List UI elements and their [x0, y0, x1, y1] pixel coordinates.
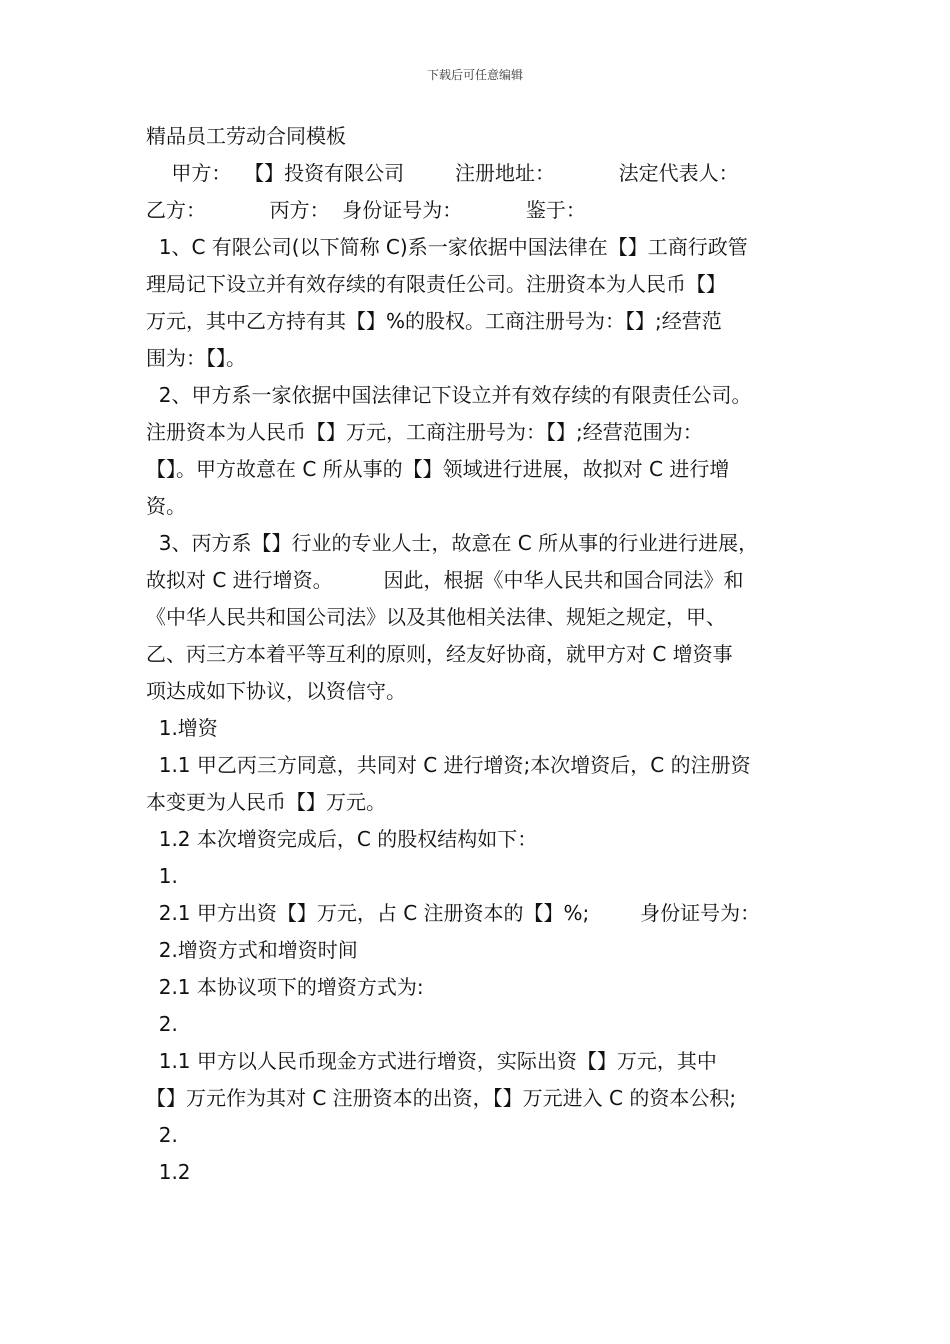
- text-line: 【】万元作为其对 C 注册资本的出资，【】万元进入 C 的资本公积;: [146, 1086, 737, 1110]
- text-line: 注册资本为人民币【】万元，工商注册号为：【】;经营范围为：: [146, 420, 703, 444]
- text-line: 2、甲方系一家依据中国法律记下设立并有效存续的有限责任公司。: [146, 383, 752, 407]
- text-line: 1.1 甲方以人民币现金方式进行增资，实际出资【】万元，其中: [146, 1049, 717, 1073]
- text-line: 资。: [146, 494, 186, 518]
- text-line: 1.1 甲乙丙三方同意，共同对 C 进行增资;本次增资后，C 的注册资: [146, 753, 751, 777]
- document-body: [146, 118, 830, 1191]
- text-line: 1.2 本次增资完成后，C 的股权结构如下：: [146, 827, 538, 851]
- text-line: 2.: [146, 1012, 178, 1036]
- text-line: 2.: [146, 1123, 178, 1147]
- text-line: 3、丙方系【】行业的专业人士，故意在 C 所从事的行业进行进展，: [146, 531, 759, 555]
- text-line: 围为：【】。: [146, 346, 246, 370]
- text-line: 项达成如下协议，以资信守。: [146, 679, 406, 703]
- text-line: 理局记下设立并有效存续的有限责任公司。注册资本为人民币【】: [146, 272, 726, 296]
- section-heading: 2.增资方式和增资时间: [146, 938, 358, 962]
- text-line: 《中华人民共和国公司法》以及其他相关法律、规矩之规定，甲、: [146, 605, 726, 629]
- party-b-c-line: 乙方： 丙方： 身份证号为： 鉴于：: [146, 198, 586, 222]
- text-line: 2.1 本协议项下的增资方式为:: [146, 975, 424, 999]
- text-line: 【】。甲方故意在 C 所从事的【】领域进行进展，故拟对 C 进行增: [146, 457, 730, 481]
- text-line: 万元，其中乙方持有其【】%的股权。工商注册号为：【】;经营范: [146, 309, 722, 333]
- text-line: 1、C 有限公司(以下简称 C)系一家依据中国法律在【】工商行政管: [146, 235, 748, 259]
- text-line: 故拟对 C 进行增资。 因此，根据《中华人民共和国合同法》和: [146, 568, 744, 592]
- document-title: 精品员工劳动合同模板: [146, 124, 346, 148]
- text-line: 乙、丙三方本着平等互利的原则，经友好协商，就甲方对 C 增资事: [146, 642, 733, 666]
- text-line: 2.1 甲方出资【】万元，占 C 注册资本的【】%; 身份证号为：: [146, 901, 761, 925]
- text-line: 1.2: [146, 1160, 191, 1184]
- text-line: 1.: [146, 864, 178, 888]
- text-line: 本变更为人民币【】万元。: [146, 790, 386, 814]
- party-a-line: 甲方： 【】投资有限公司 注册地址： 法定代表人：: [146, 161, 739, 185]
- page-header-note: 下载后可任意编辑: [426, 68, 523, 82]
- section-heading: 1.增资: [146, 716, 218, 740]
